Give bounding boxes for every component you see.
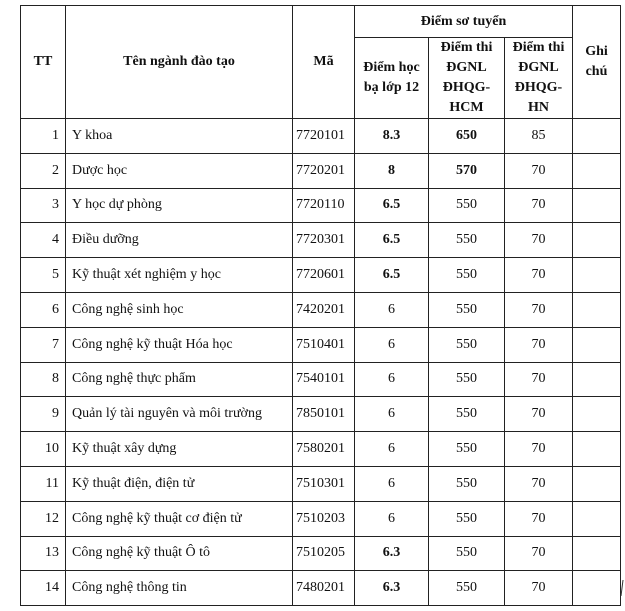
header-tt: TT	[21, 6, 66, 119]
cell-dgnl-hcm: 550	[429, 258, 505, 293]
cell-transcript-score: 6	[355, 362, 429, 397]
cell-note	[573, 258, 621, 293]
cell-code: 7510401	[293, 327, 355, 362]
table-row	[21, 397, 621, 432]
cell-transcript-score: 6.3	[355, 571, 429, 606]
cell-program-name: Công nghệ thực phẩm	[66, 362, 293, 397]
cell-tt: 2	[21, 153, 66, 188]
table-row	[21, 536, 621, 571]
cell-dgnl-hn: 70	[505, 223, 573, 258]
cell-dgnl-hn: 70	[505, 362, 573, 397]
cell-tt: 7	[21, 327, 66, 362]
cell-tt: 8	[21, 362, 66, 397]
table-row	[21, 501, 621, 536]
header-transcript-line1: Điểm học	[363, 60, 420, 75]
cell-tt: 3	[21, 188, 66, 223]
header-note-line1: Ghi	[585, 44, 608, 59]
cell-transcript-score: 6.5	[355, 258, 429, 293]
table-row	[21, 153, 621, 188]
header-hcm-line2: ĐGNL	[446, 60, 487, 75]
cell-program-name: Y học dự phòng	[66, 188, 293, 223]
cell-tt: 5	[21, 258, 66, 293]
header-dgnl-hcm	[429, 38, 505, 119]
cell-code: 7580201	[293, 432, 355, 467]
cell-dgnl-hcm: 550	[429, 362, 505, 397]
cell-code: 7510203	[293, 501, 355, 536]
cell-tt: 12	[21, 501, 66, 536]
cell-program-name: Kỹ thuật xét nghiệm y học	[66, 258, 293, 293]
cell-dgnl-hcm: 550	[429, 292, 505, 327]
cell-code: 7850101	[293, 397, 355, 432]
header-hn-line1: Điểm thi	[512, 40, 565, 55]
header-hcm-line3: ĐHQG-	[442, 80, 491, 95]
table-row	[21, 571, 621, 606]
cell-dgnl-hcm: 550	[429, 571, 505, 606]
cell-code: 7480201	[293, 571, 355, 606]
header-hcm-line4: HCM	[449, 100, 484, 115]
header-hn-line2: ĐGNL	[518, 60, 559, 75]
cell-tt: 4	[21, 223, 66, 258]
cell-code: 7720110	[293, 188, 355, 223]
cell-dgnl-hn: 70	[505, 327, 573, 362]
cell-dgnl-hcm: 650	[429, 119, 505, 154]
table-row	[21, 188, 621, 223]
cell-dgnl-hcm: 550	[429, 397, 505, 432]
cell-transcript-score: 6	[355, 327, 429, 362]
cell-dgnl-hn: 70	[505, 432, 573, 467]
cell-code: 7720201	[293, 153, 355, 188]
cell-program-name: Công nghệ kỹ thuật cơ điện tử	[66, 501, 293, 536]
cell-tt: 10	[21, 432, 66, 467]
cell-transcript-score: 6	[355, 292, 429, 327]
cell-program-name: Điều dưỡng	[66, 223, 293, 258]
cell-dgnl-hcm: 550	[429, 327, 505, 362]
table-row	[21, 432, 621, 467]
cell-tt: 14	[21, 571, 66, 606]
cell-transcript-score: 8.3	[355, 119, 429, 154]
cell-dgnl-hn: 70	[505, 153, 573, 188]
header-program-name: Tên ngành đào tạo	[66, 6, 293, 119]
cell-program-name: Công nghệ thông tin	[66, 571, 293, 606]
cell-transcript-score: 8	[355, 153, 429, 188]
table-row	[21, 223, 621, 258]
cell-program-name: Quản lý tài nguyên và môi trường	[66, 397, 293, 432]
cell-dgnl-hn: 70	[505, 188, 573, 223]
cell-dgnl-hn: 70	[505, 466, 573, 501]
cell-program-name: Dược học	[66, 153, 293, 188]
cell-tt: 6	[21, 292, 66, 327]
header-note	[573, 6, 621, 119]
cell-tt: 11	[21, 466, 66, 501]
cell-program-name: Công nghệ sinh học	[66, 292, 293, 327]
cell-dgnl-hcm: 570	[429, 153, 505, 188]
cell-note	[573, 466, 621, 501]
header-code: Mã	[293, 6, 355, 119]
cell-dgnl-hn: 70	[505, 501, 573, 536]
cell-tt: 1	[21, 119, 66, 154]
table-row	[21, 119, 621, 154]
cell-transcript-score: 6	[355, 432, 429, 467]
cell-dgnl-hn: 85	[505, 119, 573, 154]
table-row	[21, 258, 621, 293]
cell-program-name: Y khoa	[66, 119, 293, 154]
cell-code: 7720301	[293, 223, 355, 258]
table-row	[21, 362, 621, 397]
cell-transcript-score: 6.3	[355, 536, 429, 571]
header-preliminary-score: Điểm sơ tuyển	[355, 6, 573, 38]
cell-program-name: Công nghệ kỹ thuật Ô tô	[66, 536, 293, 571]
cell-dgnl-hcm: 550	[429, 536, 505, 571]
cell-transcript-score: 6	[355, 397, 429, 432]
page-edge-mark	[619, 580, 625, 596]
header-transcript-score	[355, 38, 429, 119]
cell-transcript-score: 6.5	[355, 188, 429, 223]
cell-note	[573, 292, 621, 327]
cell-dgnl-hcm: 550	[429, 501, 505, 536]
cell-program-name: Kỹ thuật xây dựng	[66, 432, 293, 467]
cell-program-name: Kỹ thuật điện, điện tử	[66, 466, 293, 501]
cell-dgnl-hcm: 550	[429, 466, 505, 501]
cell-note	[573, 119, 621, 154]
cell-note	[573, 536, 621, 571]
header-transcript-line2: bạ lớp 12	[363, 80, 420, 95]
cell-note	[573, 571, 621, 606]
table-row	[21, 292, 621, 327]
cell-code: 7510301	[293, 466, 355, 501]
table-row	[21, 466, 621, 501]
cell-note	[573, 153, 621, 188]
cell-dgnl-hn: 70	[505, 292, 573, 327]
cell-dgnl-hn: 70	[505, 397, 573, 432]
cell-note	[573, 432, 621, 467]
cell-note	[573, 327, 621, 362]
cell-transcript-score: 6	[355, 501, 429, 536]
cell-code: 7510205	[293, 536, 355, 571]
cell-note	[573, 188, 621, 223]
cell-tt: 9	[21, 397, 66, 432]
cell-transcript-score: 6.5	[355, 223, 429, 258]
cell-dgnl-hn: 70	[505, 258, 573, 293]
cell-dgnl-hn: 70	[505, 571, 573, 606]
table-body	[21, 119, 621, 606]
header-note-line2: chú	[585, 64, 608, 79]
cell-note	[573, 362, 621, 397]
cell-note	[573, 501, 621, 536]
cell-program-name: Công nghệ kỹ thuật Hóa học	[66, 327, 293, 362]
admission-score-table	[20, 5, 621, 606]
table-row	[21, 327, 621, 362]
cell-tt: 13	[21, 536, 66, 571]
cell-dgnl-hcm: 550	[429, 223, 505, 258]
header-hn-line3: ĐHQG-	[514, 80, 563, 95]
cell-dgnl-hcm: 550	[429, 432, 505, 467]
cell-transcript-score: 6	[355, 466, 429, 501]
cell-code: 7720101	[293, 119, 355, 154]
header-dgnl-hn	[505, 38, 573, 119]
cell-dgnl-hcm: 550	[429, 188, 505, 223]
cell-note	[573, 397, 621, 432]
cell-dgnl-hn: 70	[505, 536, 573, 571]
cell-note	[573, 223, 621, 258]
header-hn-line4: HN	[528, 100, 549, 115]
cell-code: 7720601	[293, 258, 355, 293]
cell-code: 7540101	[293, 362, 355, 397]
cell-code: 7420201	[293, 292, 355, 327]
header-hcm-line1: Điểm thi	[440, 40, 493, 55]
